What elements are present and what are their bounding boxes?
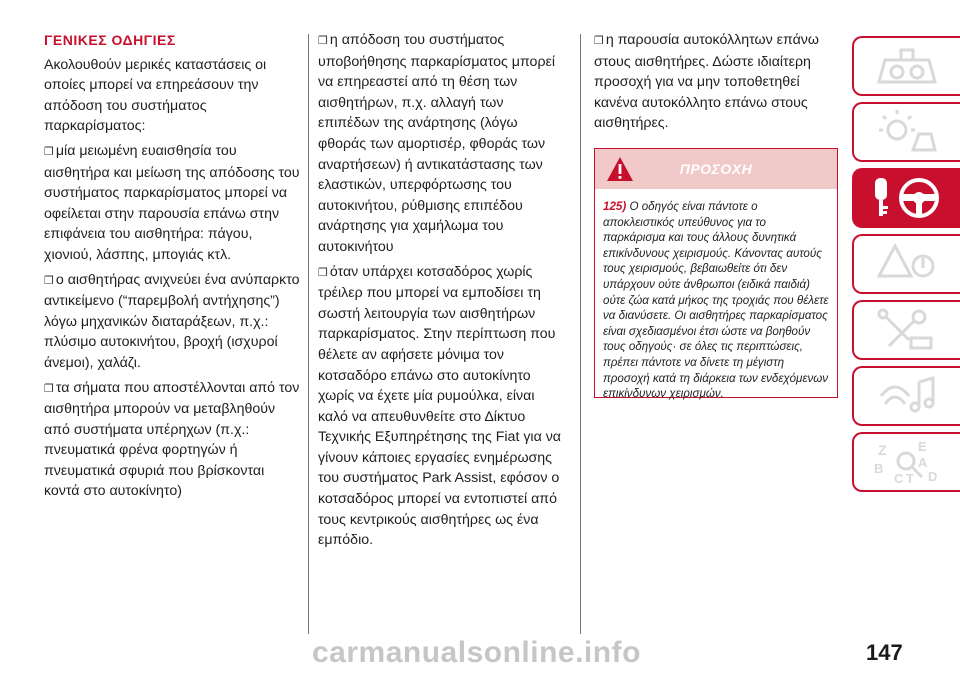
warning-triangle-icon <box>605 155 635 183</box>
service-tools-icon <box>875 308 939 352</box>
tab-starting-and-driving[interactable] <box>852 168 960 228</box>
text-column-2 <box>318 30 568 555</box>
list-item: ❐ η απόδοση του συστήματος υποβοήθησης παρκαρίσματος μπορεί να επηρεαστεί από τη θέση των αισθητήρων, π.χ. αλλαγή των επιπέδων της ανάρτησης (λόγω φθοράς των αμορτισέρ, φθοράς των αναρτήσεων) ή αντικατάστασης των ελαστικών, υπερφόρτωσης του αυτοκινήτου, ρύθμισης επιπέδου ανάρτησης για χαμήλωμα του αυτοκινήτου <box>318 32 555 255</box>
warning-number: 125) <box>603 200 627 213</box>
checkbox-bullet-icon: ❐ <box>318 266 328 279</box>
index-letter: B <box>874 461 884 476</box>
list-item: ❐ μία μειωμένη ευαισθησία του αισθητήρα και μείωση της απόδοσης του συστήματος παρκαρίσματος μπορεί να οφείλεται στην παρουσία επάνω στην επιφάνεια του αισθητήρα: πάγου, χιονιού, λάσπης, μπογιάς κτλ. <box>44 142 300 263</box>
index-letter: C <box>894 471 904 486</box>
multimedia-icon <box>875 374 939 418</box>
tab-emergency[interactable] <box>852 234 960 294</box>
car-dashboard-icon <box>875 46 939 86</box>
warning-header <box>595 149 837 189</box>
tab-alphabetical-index[interactable] <box>852 432 960 492</box>
checkbox-bullet-icon: ❐ <box>44 145 54 158</box>
text-column-1 <box>44 30 300 506</box>
page-number: 147 <box>866 640 903 665</box>
intro-paragraph: Ακολουθούν μερικές καταστάσεις οι οποίες μπορεί να επηρεάσουν την απόδοση του συστήματος παρκαρίσματος: <box>44 56 267 135</box>
warning-title: ΠΡΟΣΟΧΗ <box>679 161 753 177</box>
checkbox-bullet-icon: ❐ <box>318 35 328 47</box>
index-letter: T <box>906 471 914 486</box>
checkbox-bullet-icon: ❐ <box>594 35 604 47</box>
warning-body <box>595 189 837 402</box>
list-item: ❐ ο αισθητήρας ανιχνεύει ένα ανύπαρκτο αντικείμενο (“παρεμβολή αντήχησης”) λόγω μηχανικών διαταράξεων, π.χ.: πλύσιμο αυτοκινήτου, βροχή (ισχυροί άνεμοι), χαλάζι. <box>44 271 300 371</box>
warning-box <box>594 148 838 401</box>
list-item: ❐ η παρουσία αυτοκόλλητων επάνω στους αισθητήρες. Δώστε ιδιαίτερη προσοχή για να μην τοποθετηθεί κανένα αυτοκόλλητο επάνω στους αισθητήρες. <box>594 32 819 132</box>
warning-text: Ο οδηγός είναι πάντοτε ο αποκλειστικός υπεύθυνος για το παρκάρισμα και τους άλλους δυνητικά επικίνδυνους χειρισμούς. Κάνοντας αυτούς τους χειρισμούς, βεβαιωθείτε ότι δεν υπάρχουν ούτε άνθρωποι (ειδικά παιδιά) ούτε ζώα κατά μήκος της τροχιάς που θέλετε να διανύσετε. Οι αισθητήρες παρκαρίσματος είναι σχεδιασμένοι έτσι ώστε να βοηθούν τους οδηγούς· σε όλες τις περιπτώσεις, πρέπει πάντοτε να δίνετε τη μέγιστη προσοχή κατά τη διάρκεια των ενδεχόμενων επικίνδυνων χειρισμών. <box>603 200 829 401</box>
checkbox-bullet-icon: ❐ <box>44 274 54 287</box>
column-divider <box>580 34 581 634</box>
index-letter: A <box>918 455 928 470</box>
section-heading: ΓΕΝΙΚΕΣ ΟΔΗΓΙΕΣ <box>44 32 176 48</box>
index-letter: D <box>928 469 938 484</box>
warning-lights-icon <box>875 110 939 154</box>
index-letter: E <box>918 439 927 454</box>
list-item: ❐ όταν υπάρχει κοτσαδόρος χωρίς τρέιλερ που μπορεί να εμποδίσει τη σωστή λειτουργία των αισθητήρων παρκαρίσματος. Στην περίπτωση που θέλετε αν αφήσετε μόνιμα τον κοτσαδόρο επάνω στο αυτοκίνητο χωρίς να έχετε μία ρυμούλκα, είναι καλό να απευθυνθείτε στο Δίκτυο Τεχνικής Εξυπηρέτησης της Fiat για να γίνουν κάποιες εργασίες ενημέρωσης του συστήματος Park Assist, εφόσον ο κοτσαδόρος μπορεί να εντοπιστεί από τους κεντρικούς αισθητήρες ως ένα εμπόδιο. <box>318 263 562 549</box>
tab-car-dashboard[interactable] <box>852 36 960 96</box>
tab-multimedia[interactable] <box>852 366 960 426</box>
watermark: carmanualsonline.info <box>312 636 641 669</box>
alphabetical-index-icon <box>872 437 942 487</box>
tab-warning-lights[interactable] <box>852 102 960 162</box>
warning-triangle-icon <box>875 242 939 286</box>
text-column-3 <box>594 30 844 138</box>
tab-service-maintenance[interactable] <box>852 300 960 360</box>
column-divider <box>308 34 309 634</box>
key-steering-wheel-icon <box>867 174 947 222</box>
checkbox-bullet-icon: ❐ <box>44 382 54 395</box>
index-letter: Z <box>878 442 887 458</box>
list-item: ❐ τα σήματα που αποστέλλονται από τον αισθητήρα μπορούν να μεταβληθούν από συστήματα υπέρηχων (π.χ.: πνευματικά φρένα φορτηγών ή πνευματικά σφυριά που βρίσκονται κοντά στο αυτοκίνητο) <box>44 379 300 500</box>
